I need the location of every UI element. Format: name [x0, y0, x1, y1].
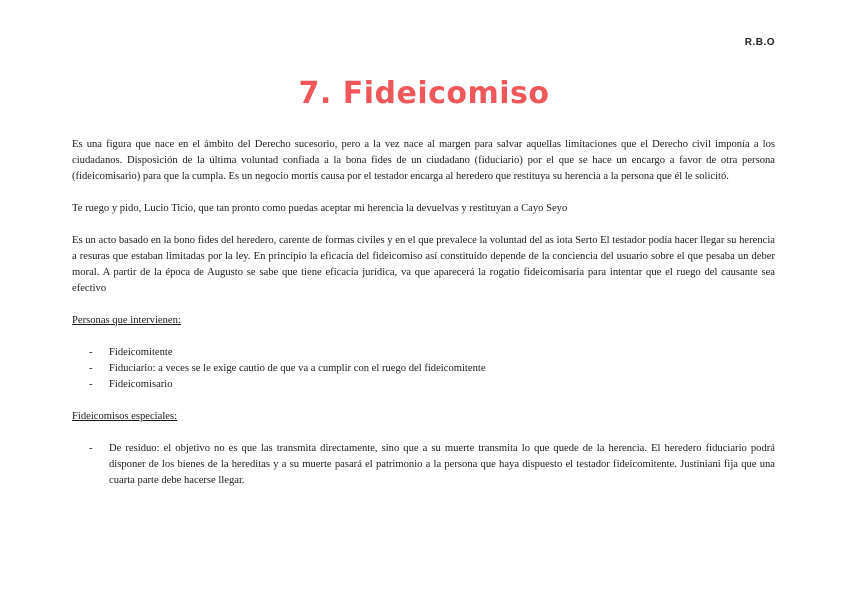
section-heading-especiales: Fideicomisos especiales: — [72, 411, 178, 422]
list-item — [72, 345, 775, 361]
document-body — [72, 137, 775, 505]
dash-bullet-icon: - — [89, 443, 93, 454]
especiales-list — [72, 441, 775, 489]
list-item — [72, 441, 775, 489]
list-item-text: Fiduciario: a veces se le exige cautio de que va a cumplir con el ruego del fideicomitente — [109, 363, 486, 374]
section-heading-personas: Personas que intervienen: — [72, 315, 181, 326]
list-item-text: De residuo: el objetivo no es que las transmita directamente, sino que a su muerte transmita lo que quede de la herencia. El heredero fiduciario podrá disponer de los bienes de la hereditas y a su muerte pasará el patrimonio a la persona que haya dispuesto el testador fideicomitente. Justiniani fija que una cuarta parte debe hacerse llegar. — [109, 443, 775, 486]
personas-list — [72, 345, 775, 393]
example-formula-paragraph: Te ruego y pido, Lucio Ticio, que tan pronto como puedas aceptar mi herencia la devuelvas y restituyan a Cayo Seyo — [72, 203, 568, 214]
dash-bullet-icon: - — [89, 363, 93, 374]
intro-paragraph: Es una figura que nace en el ámbito del Derecho sucesorio, pero a la vez nace al margen para salvar aquellas limitaciones que el Derecho civil imponía a los ciudadanos. Disposición de la última voluntad confiada a la bona fides de un ciudadano (fiduciario) por el que se hace un encargo a favor de otra persona (fideicomisario) para que la cumpla. Es un negocio mortis causa por el testador encarga al heredero que restituya su herencia a la persona que él le solicitó. — [72, 139, 775, 182]
list-item-text: Fideicomisario — [109, 379, 173, 390]
list-item — [72, 377, 775, 393]
page-title: 7. Fideicomiso — [298, 76, 550, 111]
author-initials: R.B.O — [744, 37, 775, 48]
dash-bullet-icon: - — [89, 347, 93, 358]
dash-bullet-icon: - — [89, 379, 93, 390]
list-item-text: Fideicomitente — [109, 347, 173, 358]
explanation-paragraph: Es un acto basado en la bono fides del heredero, carente de formas civiles y en el que prevalece la voluntad del as iota Serto El testador podía hacer llegar su herencia a resuras que estaban limitadas por la ley. En principio la eficacia del fideicomiso así constituido depende de la conciencia del usuario sobre el que pesaba un deber moral. A partir de la época de Augusto se sabe que tiene eficacia jurídica, va que aparecerá la rogatio fideicomisaria para intentar que el ruego del causante sea efectivo — [72, 235, 775, 294]
list-item — [72, 361, 775, 377]
